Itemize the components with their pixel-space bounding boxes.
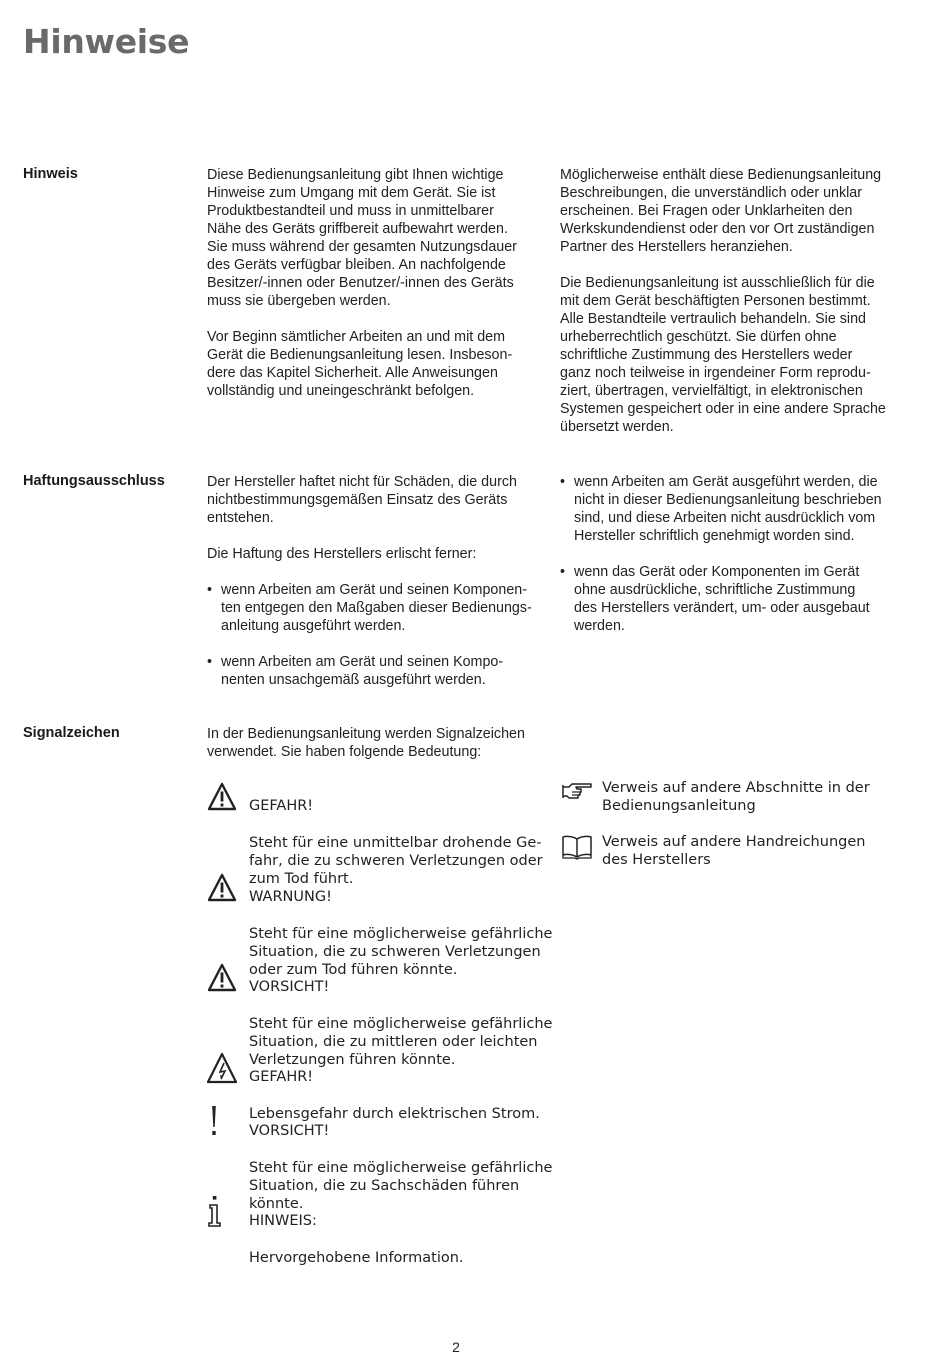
warning-triangle-icon	[207, 870, 237, 904]
paragraph: Diese Bedienungsanleitung gibt Ihnen wichtige Hinweise zum Umgang mit dem Gerät. Sie ist Produktbestandteil und muss in unmittelbarer Nähe des Geräts griffbereit aufbewahrt werden. Sie muss während der gesamten Nutzungsdauer des Geräts verfügbar bleiben. An nachfolgende Besitzer/-innen oder Benutzer/-innen des Geräts muss sie übergeben werden.	[207, 167, 517, 309]
signal-description: Steht für eine möglicherweise gefährliche Situation, die zu schweren Verletzungen oder zum Tod führen könnte.	[249, 925, 553, 979]
paragraph: In der Bedienungsanleitung werden Signalzeichen verwendet. Sie haben folgende Bedeutung:	[207, 726, 525, 760]
exclamation-icon	[207, 1104, 237, 1138]
list-item	[560, 473, 900, 545]
reference-description: Verweis auf andere Handreichungen des Herstellers	[602, 834, 866, 869]
signal-title: GEFAHR!	[249, 1069, 314, 1086]
paragraph: Vor Beginn sämtlicher Arbeiten an und mit dem Gerät die Bedienungsanleitung lesen. Insbeson- dere das Kapitel Sicherheit. Alle Anweisungen vollständig und uneingeschränkt befolgen.	[207, 329, 513, 399]
open-book-icon	[560, 833, 594, 863]
bullet-icon: •	[207, 582, 213, 598]
section-label-hinweis: Hinweis	[23, 166, 78, 182]
warning-triangle-icon	[207, 960, 237, 994]
hinweis-right-column	[560, 166, 900, 436]
list-item	[560, 563, 900, 635]
signal-title: WARNUNG!	[249, 889, 332, 906]
hinweis-left-column	[207, 166, 547, 400]
page-number: 2	[452, 1339, 460, 1355]
signal-title: GEFAHR!	[249, 798, 314, 815]
list-item-text: wenn Arbeiten am Gerät und seinen Kompo- nenten unsachgemäß ausgeführt werden.	[221, 654, 504, 688]
list-item	[207, 653, 547, 689]
section-label-haftungsausschluss: Haftungsausschluss	[23, 473, 165, 489]
electric-hazard-icon	[207, 1050, 237, 1084]
pointing-hand-icon	[560, 779, 594, 809]
list-item-text: wenn Arbeiten am Gerät ausgeführt werden, die nicht in dieser Bedienungsanleitung beschrieben sind, und diese Arbeiten nicht ausdrücklich vom Hersteller schriftlich genehmigt worden sind.	[574, 474, 882, 544]
signal-title: VORSICHT!	[249, 1123, 330, 1140]
signal-description: Lebensgefahr durch elektrischen Strom.	[249, 1105, 540, 1122]
signal-description: Steht für eine möglicherweise gefährliche Situation, die zu mittleren oder leichten Verletzungen führen könnte.	[249, 1015, 553, 1069]
list-item-text: wenn Arbeiten am Gerät und seinen Komponen- ten entgegen den Maßgaben dieser Bedienungs- anleitung ausgeführt werden.	[221, 582, 532, 634]
signal-description: Hervorgehobene Information.	[249, 1249, 464, 1266]
warning-triangle-icon	[207, 779, 237, 813]
reference-description: Verweis auf andere Abschnitte in der Bedienungsanleitung	[602, 780, 870, 815]
paragraph: Die Bedienungsanleitung ist ausschließlich für die mit dem Gerät beschäftigten Personen bestimmt. Alle Bestandteile vertraulich behandeln. Sie sind urheberrechtlich geschützt. Sie dürfen ohne schriftliche Zustimmung des Herstellers weder ganz noch teilweise in irgendeiner Form reprodu- ziert, übertragen, vervielfältigt, in elektronischen Systemen gespeichert oder in eine andere Sprache übersetzt werden.	[560, 275, 886, 435]
page-title: Hinweise	[23, 22, 190, 61]
bullet-icon: •	[560, 474, 566, 490]
haftung-left-column	[207, 473, 547, 689]
paragraph: Der Hersteller haftet nicht für Schäden, die durch nichtbestimmungsgemäßen Einsatz des Geräts entstehen.	[207, 474, 517, 526]
haftung-right-column	[560, 473, 900, 635]
signal-title: VORSICHT!	[249, 979, 330, 996]
info-icon	[207, 1194, 237, 1228]
bullet-icon: •	[560, 564, 566, 580]
list-item	[207, 581, 547, 635]
signal-description: Steht für eine unmittelbar drohende Ge- fahr, die zu schweren Verletzungen oder zum Tod führt.	[249, 834, 543, 888]
paragraph: Die Haftung des Herstellers erlischt ferner:	[207, 546, 477, 562]
section-label-signalzeichen: Signalzeichen	[23, 725, 120, 741]
bullet-icon: •	[207, 654, 213, 670]
signal-title: HINWEIS:	[249, 1213, 317, 1230]
signal-description: Steht für eine möglicherweise gefährliche Situation, die zu Sachschäden führen könnte.	[249, 1159, 553, 1213]
paragraph: Möglicherweise enthält diese Bedienungsanleitung Beschreibungen, die unverständlich oder unklar erscheinen. Bei Fragen oder Unklarheiten den Werkskundendienst oder den vor Ort zuständigen Partner des Herstellers heranziehen.	[560, 167, 882, 255]
signal-intro	[207, 725, 547, 761]
list-item-text: wenn das Gerät oder Komponenten im Gerät ohne ausdrückliche, schriftliche Zustimmung des Herstellers verändert, um- oder ausgebaut werden.	[574, 564, 870, 634]
